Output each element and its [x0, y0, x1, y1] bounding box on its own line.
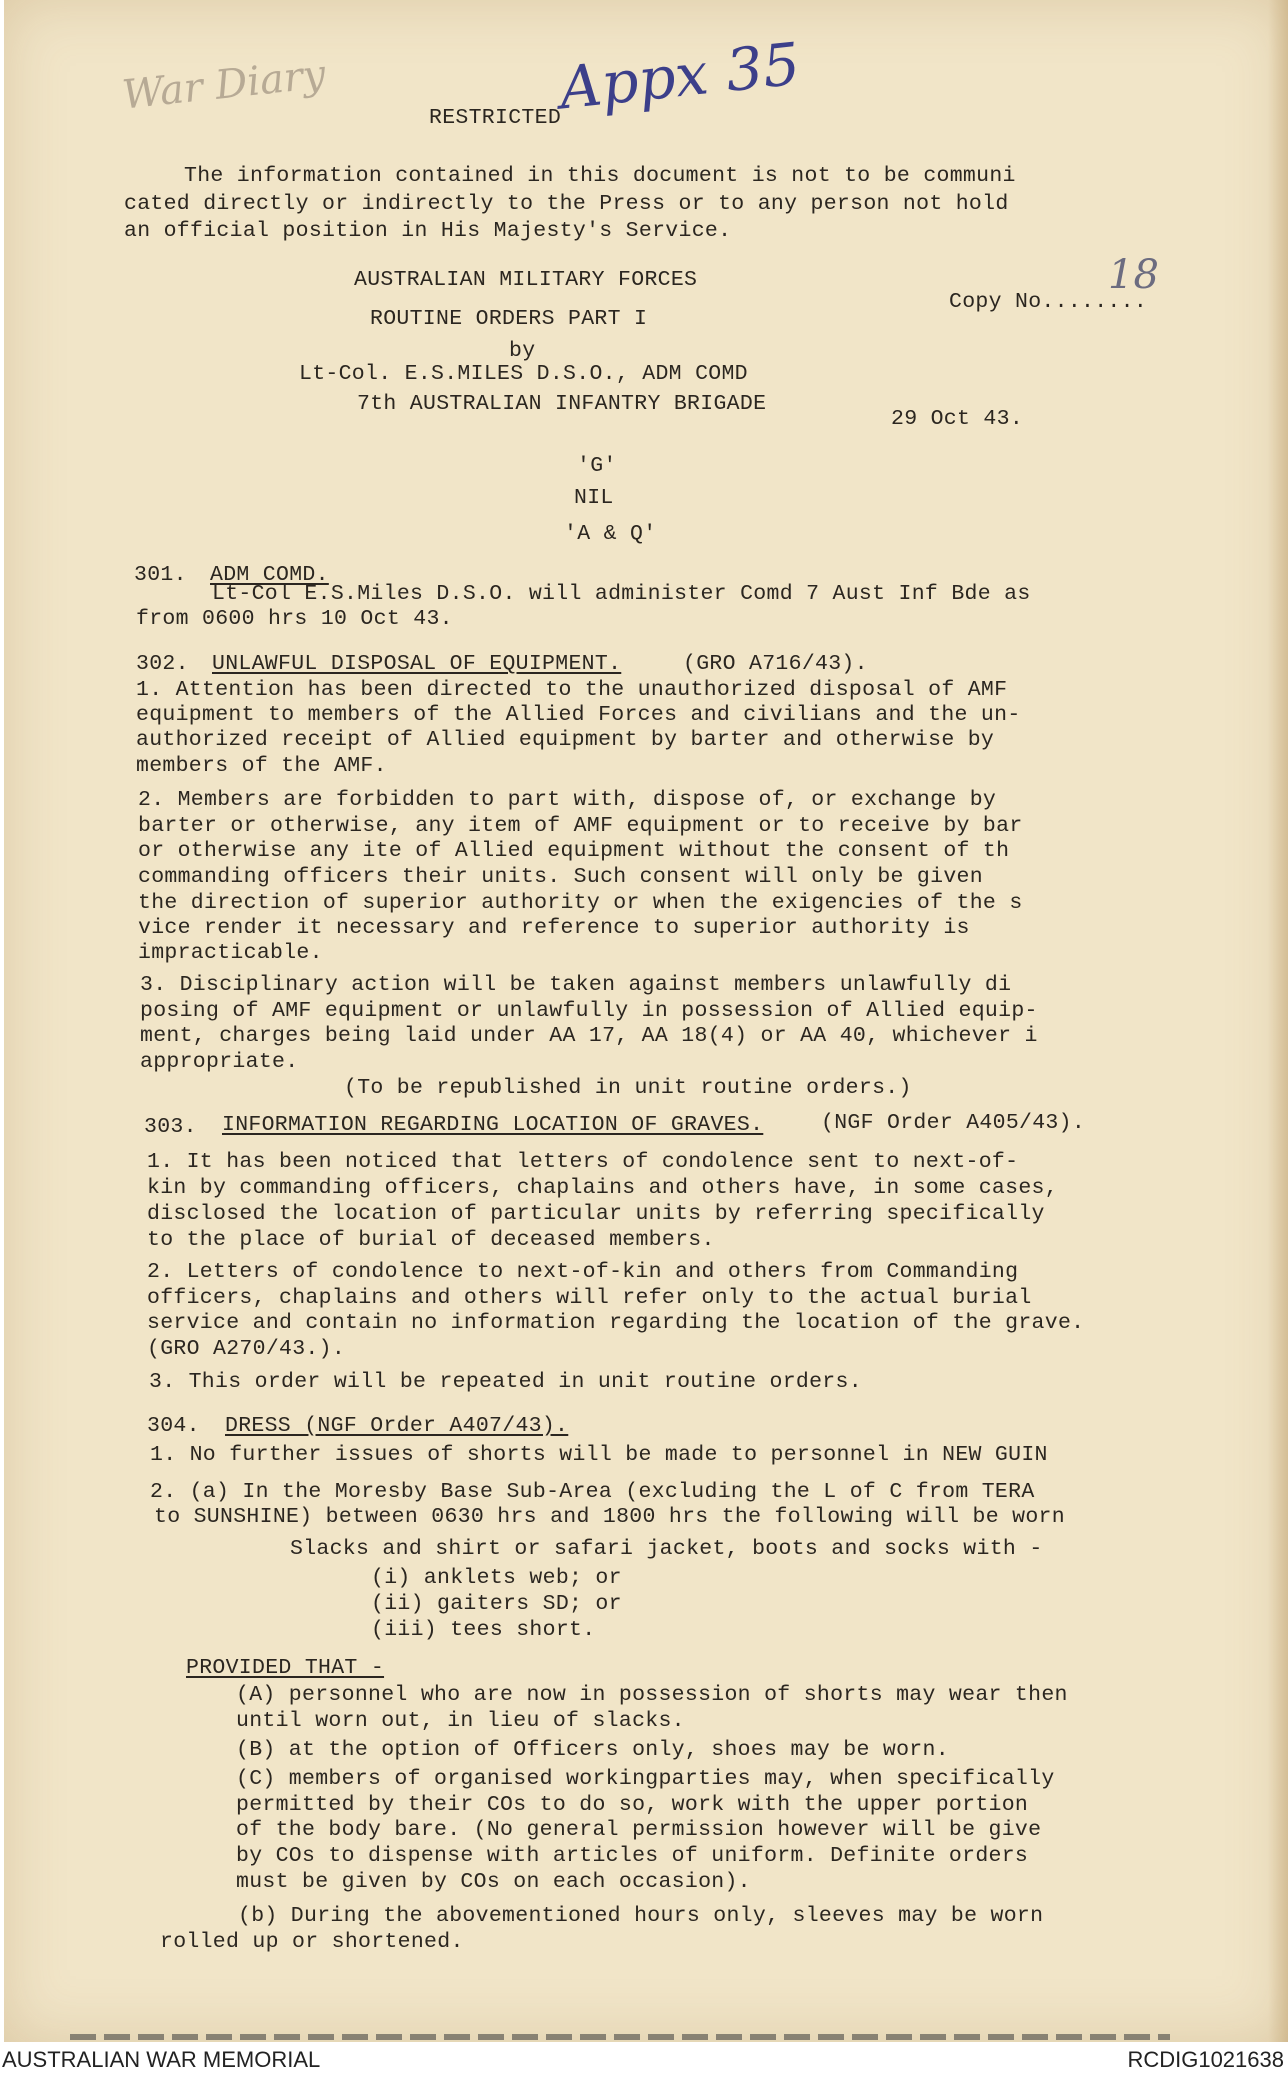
order-302-para-3: 3. Disciplinary action will be taken against members unlawfully di — [140, 973, 1012, 997]
order-301-text: from 0600 hrs 10 Oct 43. — [136, 607, 453, 631]
order-303-para-1: to the place of burial of deceased members. — [147, 1228, 715, 1252]
order-304-clause-c: must be given by COs on each occasion). — [236, 1870, 751, 1894]
order-304-para-2: 2. (a) In the Moresby Base Sub-Area (excluding the L of C from TERA — [150, 1480, 1035, 1504]
handwritten-war-diary: War Diary — [120, 51, 328, 119]
footer-source: AUSTRALIAN WAR MEMORIAL — [2, 2047, 321, 2072]
order-304-para-2b: rolled up or shortened. — [160, 1930, 464, 1954]
order-303-para-1: kin by commanding officers, chaplains and others have, in some cases, — [147, 1176, 1058, 1200]
order-302-para-2: or otherwise any ite of Allied equipment without the consent of th — [138, 839, 1010, 863]
order-302-reference: (GRO A716/43). — [683, 652, 868, 676]
classification-restricted: RESTRICTED — [429, 106, 562, 130]
copy-number-field: Copy No........ — [949, 290, 1148, 314]
notice-line: an official position in His Majesty's Service. — [124, 219, 732, 243]
order-303-title: INFORMATION REGARDING LOCATION OF GRAVES. — [222, 1113, 764, 1137]
order-302-para-3: posing of AMF equipment or unlawfully in possession of Allied equip- — [140, 999, 1038, 1023]
order-304-clause-c: of the body bare. (No general permission however will be give — [236, 1818, 1042, 1842]
order-302-para-2: vice render it necessary and reference to superior authority is — [138, 916, 970, 940]
order-302-para-1: equipment to members of the Allied Forces and civilians and the un- — [136, 703, 1021, 727]
order-304-dress-item: (i) anklets web; or — [371, 1566, 622, 1590]
cut-off-text-strip — [70, 2034, 1170, 2040]
order-304-title: DRESS (NGF Order A407/43). — [225, 1414, 569, 1438]
order-304-para-1: 1. No further issues of shorts will be made to personnel in NEW GUIN — [150, 1443, 1048, 1467]
order-302-note: (To be republished in unit routine orders.) — [344, 1076, 912, 1100]
order-302-para-1: members of the AMF. — [136, 754, 387, 778]
order-302-para-1: 1. Attention has been directed to the unauthorized disposal of AMF — [136, 678, 1008, 702]
order-304-clause-c: permitted by their COs to do so, work with the upper portion — [236, 1793, 1029, 1817]
order-303-para-1: 1. It has been noticed that letters of condolence sent to next-of- — [147, 1150, 1019, 1174]
order-303-para-3: 3. This order will be repeated in unit routine orders. — [149, 1370, 862, 1394]
handwritten-copy-number: 18 — [1108, 252, 1159, 298]
order-304-dress: Slacks and shirt or safari jacket, boots and socks with - — [290, 1537, 1043, 1561]
order-303-reference: (NGF Order A405/43). — [821, 1111, 1086, 1135]
order-303-para-2: 2. Letters of condolence to next-of-kin and others from Commanding — [147, 1260, 1019, 1284]
order-302-para-2: 2. Members are forbidden to part with, dispose of, or exchange by — [138, 788, 997, 812]
order-304-dress-item: (ii) gaiters SD; or — [371, 1592, 622, 1616]
section-g-nil: NIL — [574, 486, 614, 510]
by-line: by — [509, 339, 536, 363]
order-304-dress-item: (iii) tees short. — [371, 1618, 596, 1642]
order-303-para-2: officers, chaplains and others will refer only to the actual burial — [147, 1286, 1032, 1310]
order-302-para-1: authorized receipt of Allied equipment by barter and otherwise by — [136, 728, 995, 752]
order-304-number: 304. — [147, 1414, 200, 1438]
order-302-number: 302. — [136, 652, 189, 676]
order-date: 29 Oct 43. — [891, 407, 1024, 431]
order-304-clause-a: until worn out, in lieu of slacks. — [236, 1709, 685, 1733]
order-302-para-3: ment, charges being laid under AA 17, AA 18(4) or AA 40, whichever i — [140, 1024, 1038, 1048]
order-303-para-2: (GRO A270/43.). — [147, 1337, 346, 1361]
notice-line: cated directly or indirectly to the Press or to any person not hold — [124, 192, 1009, 216]
order-303-para-2: service and contain no information regarding the location of the grave. — [147, 1311, 1085, 1335]
section-aq: 'A & Q' — [564, 522, 657, 546]
order-302-para-2: impracticable. — [138, 941, 323, 965]
order-301-title: ADM COMD. — [210, 563, 329, 587]
unit-line: 7th AUSTRALIAN INFANTRY BRIGADE — [357, 392, 767, 416]
order-304-provided: PROVIDED THAT - — [186, 1656, 385, 1680]
author-line: Lt-Col. E.S.MILES D.S.O., ADM COMD — [299, 362, 748, 386]
order-303-number: 303. — [144, 1115, 197, 1139]
order-301-number: 301. — [134, 563, 187, 587]
section-g: 'G' — [577, 454, 617, 478]
order-304-clause-b: (B) at the option of Officers only, shoes may be worn. — [236, 1738, 949, 1762]
order-302-para-2: barter or otherwise, any item of AMF equipment or to receive by bar — [138, 814, 1023, 838]
order-303-para-1: disclosed the location of particular units by referring specifically — [147, 1202, 1045, 1226]
document-page — [4, 0, 1288, 2042]
handwritten-appx: Appx 35 — [556, 29, 803, 123]
order-304-clause-c: (C) members of organised workingparties may, when specifically — [236, 1767, 1055, 1791]
order-302-para-3: appropriate. — [140, 1050, 299, 1074]
order-304-para-2b: (b) During the abovementioned hours only, sleeves may be worn — [238, 1904, 1044, 1928]
notice-line: The information contained in this document is not to be communi — [184, 164, 1016, 188]
order-304-para-2: to SUNSHINE) between 0630 hrs and 1800 hrs the following will be worn — [154, 1505, 1065, 1529]
footer-image-id: RCDIG1021638 — [1127, 2047, 1284, 2072]
order-302-title: UNLAWFUL DISPOSAL OF EQUIPMENT. — [212, 652, 622, 676]
order-302-para-2: commanding officers their units. Such consent will only be given — [138, 865, 983, 889]
organisation-title: AUSTRALIAN MILITARY FORCES — [354, 268, 698, 292]
order-302-para-2: the direction of superior authority or when the exigencies of the s — [138, 891, 1023, 915]
order-301-text: Lt-Col E.S.Miles D.S.O. will administer Comd 7 Aust Inf Bde as — [212, 582, 1031, 606]
orders-title: ROUTINE ORDERS PART I — [370, 307, 648, 331]
order-304-clause-a: (A) personnel who are now in possession of shorts may wear then — [236, 1683, 1068, 1707]
order-304-clause-c: by COs to dispense with articles of uniform. Definite orders — [236, 1844, 1029, 1868]
